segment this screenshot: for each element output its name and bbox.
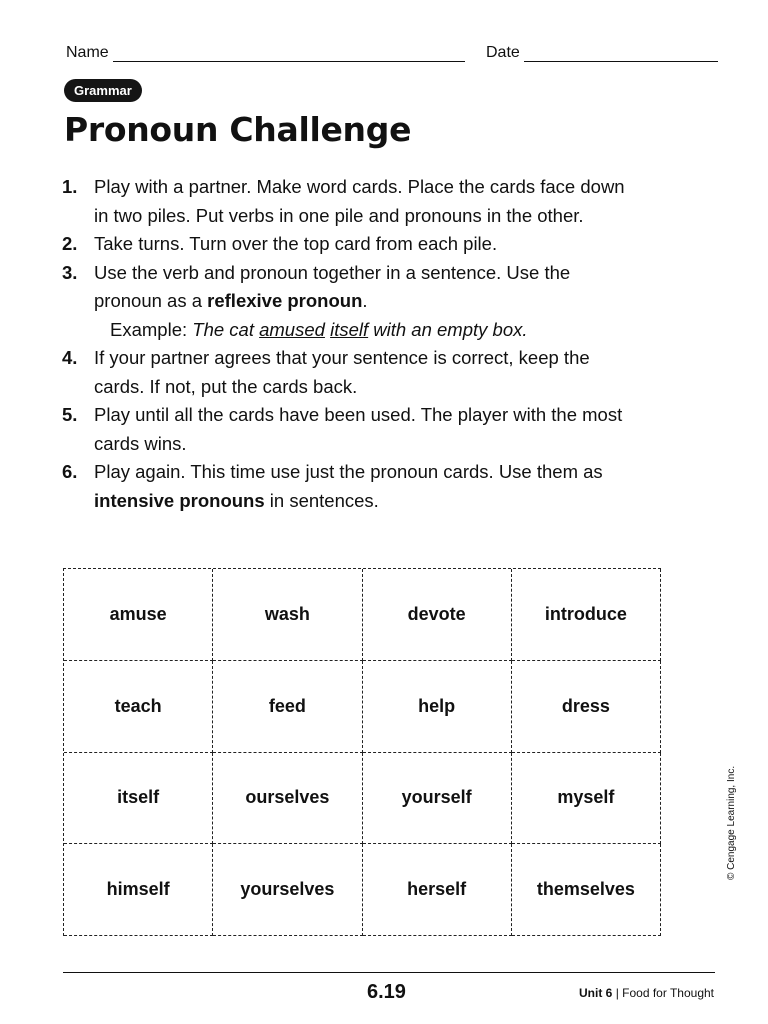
step-text: Play again. This time use just the pronoun cards. Use them as	[94, 461, 603, 482]
date-label: Date	[486, 44, 520, 61]
step-text-end: .	[362, 290, 368, 311]
footer-divider	[63, 972, 715, 973]
word-card[interactable]: themselves	[512, 844, 661, 936]
section-badge: Grammar	[64, 79, 142, 102]
word-card[interactable]: herself	[363, 844, 512, 936]
word-card[interactable]: dress	[512, 661, 661, 753]
instruction-item	[62, 259, 642, 345]
word-card[interactable]: wash	[213, 569, 362, 661]
date-line[interactable]	[524, 45, 718, 62]
example-part2: with an empty box.	[373, 318, 528, 340]
example-part1: The cat	[192, 318, 254, 340]
unit-separator: |	[615, 986, 619, 1000]
word-card[interactable]: yourselves	[213, 844, 362, 936]
word-card[interactable]: itself	[64, 753, 213, 845]
reflexive-pronoun-term: reflexive pronoun	[207, 290, 363, 311]
unit-label: Unit 6	[579, 986, 613, 1000]
step-number: 3.	[62, 261, 78, 283]
instruction-item	[62, 401, 642, 458]
step-number: 1.	[62, 176, 78, 197]
word-card[interactable]: devote	[363, 569, 512, 661]
step-text-end: in sentences.	[264, 489, 379, 511]
word-card[interactable]: himself	[64, 844, 213, 936]
word-card[interactable]: feed	[213, 661, 362, 753]
instruction-item	[62, 458, 642, 515]
step-number: 2.	[62, 233, 78, 254]
unit-info	[579, 986, 714, 1000]
word-card[interactable]: teach	[64, 661, 213, 753]
instruction-item	[62, 230, 642, 259]
example-sentence	[192, 319, 527, 340]
instruction-item	[62, 344, 642, 401]
instruction-list	[62, 173, 642, 515]
step-number: 5.	[62, 404, 78, 425]
step-text: If your partner agrees that your sentence is correct, keep the cards. If not, put the cards back.	[94, 347, 590, 397]
word-card[interactable]: introduce	[512, 569, 661, 661]
example-label: Example:	[110, 318, 188, 340]
example-underlined-pronoun: itself	[330, 318, 369, 340]
step-number: 6.	[62, 461, 78, 482]
name-label: Name	[66, 44, 109, 61]
word-card[interactable]: help	[363, 661, 512, 753]
date-field-row	[486, 44, 718, 62]
name-field-row	[66, 44, 465, 62]
step-text: Play with a partner. Make word cards. Place the cards face down in two piles. Put verbs in one pile and pronouns in the other.	[94, 176, 625, 226]
intensive-pronoun-term: intensive pronouns	[94, 489, 265, 511]
word-card[interactable]: yourself	[363, 753, 512, 845]
instruction-item	[62, 173, 642, 230]
example-underlined-verb: amused	[259, 318, 325, 340]
step-text: Use the verb and pronoun together in a sentence. Use the pronoun as a	[94, 261, 571, 311]
name-line[interactable]	[113, 45, 465, 62]
copyright-notice: © Cengage Learning, Inc.	[726, 765, 737, 880]
step-text: Play until all the cards have been used. The player with the most cards wins.	[94, 404, 623, 454]
example-line	[94, 316, 642, 345]
word-card-grid	[63, 568, 661, 936]
unit-title: Food for Thought	[622, 986, 714, 1000]
word-card[interactable]: myself	[512, 753, 661, 845]
step-text: Take turns. Turn over the top card from each pile.	[94, 233, 498, 254]
word-card[interactable]: amuse	[64, 569, 213, 661]
word-card[interactable]: ourselves	[213, 753, 362, 845]
page-number: 6.19	[367, 981, 406, 1003]
step-number: 4.	[62, 347, 78, 368]
page-title: Pronoun Challenge	[64, 110, 412, 149]
